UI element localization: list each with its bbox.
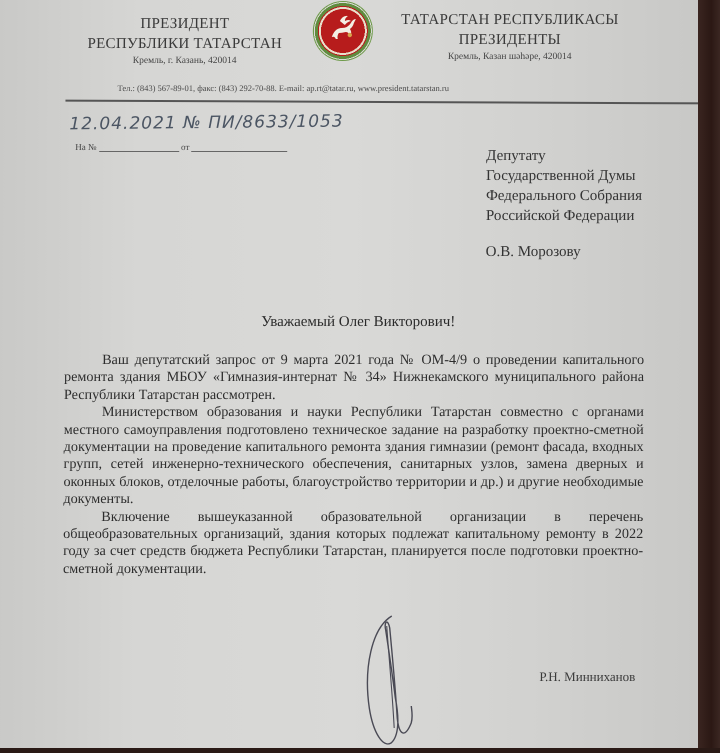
recipient-line: Государственной Думы (486, 168, 636, 184)
recipient-line: Федерального Собрания (485, 188, 643, 204)
incoming-reference-row (75, 141, 287, 152)
background-surface (698, 0, 720, 748)
outgoing-reference-number: 12.04.2021 № ПИ/8633/1053 (69, 111, 344, 135)
on-no-blank (99, 141, 179, 152)
from-blank (192, 141, 288, 152)
letterhead-right-line1: ТАТАРСТАН РЕСПУБЛИКАСЫ (401, 12, 619, 28)
on-no-label: На № (75, 142, 97, 152)
recipient-line: Российской Федерации (485, 208, 635, 224)
letterhead-right-address: Кремль, Казан шәһәре, 420014 (447, 52, 572, 62)
handwritten-signature (361, 608, 442, 753)
letterhead-left-line1: ПРЕЗИДЕНТ (140, 16, 230, 32)
emblem-container (313, 1, 373, 61)
letterhead-left-address: Кремль, г. Казань, 420014 (132, 56, 237, 66)
contacts-line: Тел.: (843) 567-89-01, факс: (843) 292-70-88. E-mail: ap.rt@tatar.ru, www.president.tatarstan.ru (117, 83, 450, 93)
body-paragraph: Министерством образования и науки Республики Татарстан совместно с органами местного самоуправления подготовлено техническое задание на разработку проектно-сметной документации на проведение капитального ремонта здания гимназии (ремонт фасада, входных групп, сетей инженерно-технического обеспечения, санитарных узлов, замена дверных и оконных блоков, отделочные работы, благоустройство территории и др.) и другие необходимые документы. (63, 404, 644, 508)
header-divider (65, 100, 715, 105)
recipient-block (486, 146, 643, 262)
signer-name: Р.Н. Минниханов (539, 669, 636, 684)
salutation: Уважаемый Олег Викторович! (261, 314, 456, 330)
body-paragraph: Ваш депутатский запрос от 9 марта 2021 года № ОМ-4/9 о проведении капитального ремонта здания МБОУ «Гимназия-интернат № 34» Нижнекамского муниципального района Республики Татарстан рассмотрен. (63, 352, 645, 403)
letter-body (63, 352, 644, 578)
letterhead-left-line2: РЕСПУБЛИКИ ТАТАРСТАН (87, 36, 283, 52)
recipient-name: О.В. Морозову (485, 244, 581, 260)
letterhead-left (70, 14, 300, 68)
letterhead-right (390, 10, 630, 64)
recipient-line: Депутату (486, 148, 546, 164)
body-paragraph: Включение вышеуказанной образовательной организации в перечень общеобразовательных организаций, здания которых подлежат капитальному ремонту в 2022 году за счет средств бюджета Республики Татарстан, планируется после подготовки проектно-сметной документации. (62, 508, 644, 577)
tatarstan-coat-of-arms-icon (313, 1, 373, 61)
letterhead-right-line2: ПРЕЗИДЕНТЫ (458, 32, 562, 48)
from-label: от (181, 142, 190, 152)
